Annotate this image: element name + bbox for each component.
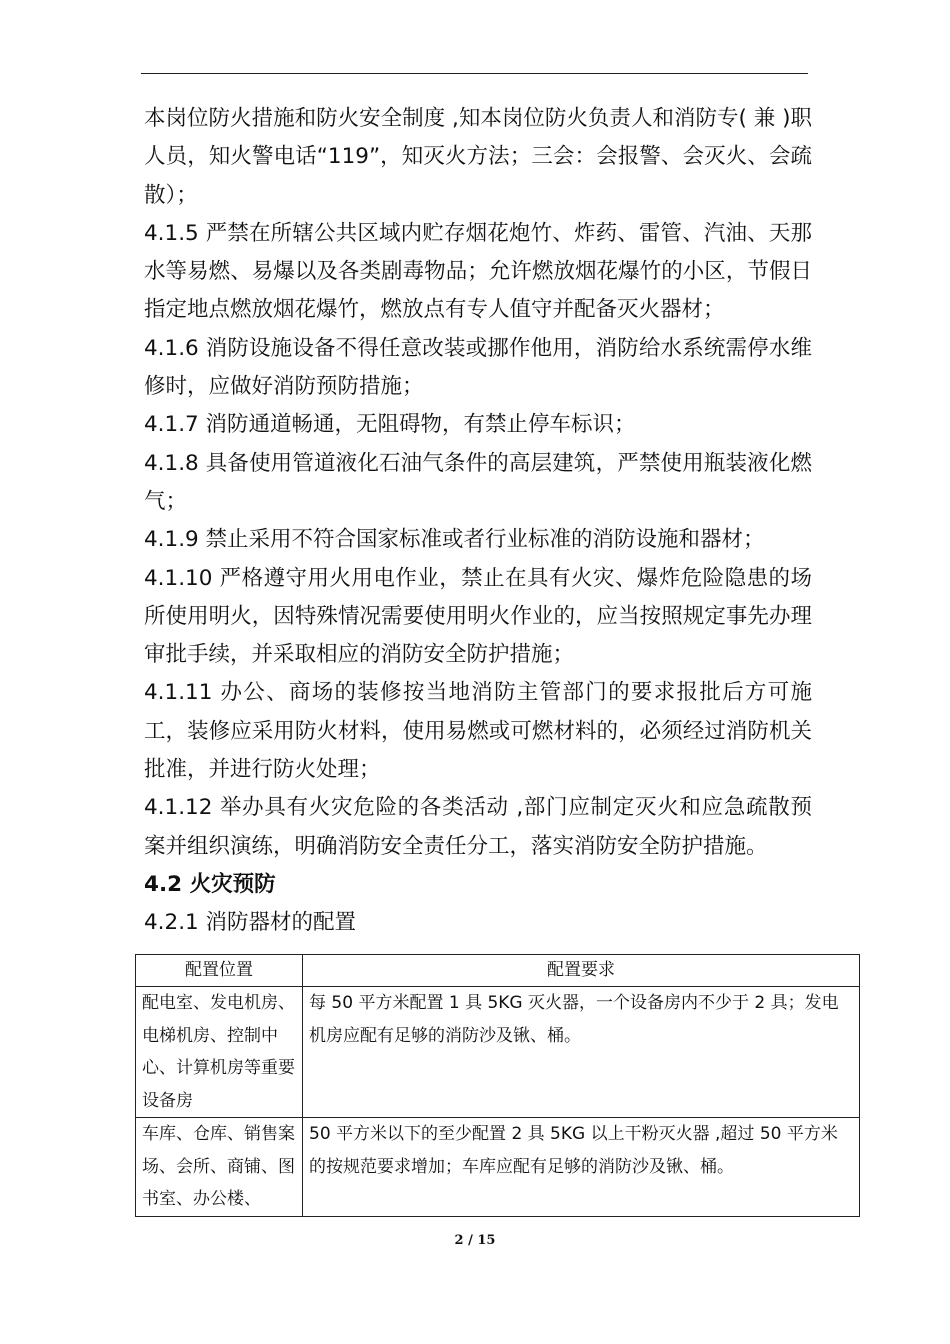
paragraph-continuation: 本岗位防火措施和防火安全制度 ,知本岗位防火负责人和消防专( 兼 )职人员，知火警电话“119”，知灭火方法；三会：会报警、会灭火、会疏散）； bbox=[144, 106, 812, 208]
clause-4-1-9: 4.1.9 禁止采用不符合国家标准或者行业标准的消防设施和器材； bbox=[144, 527, 765, 553]
clause-4-1-10: 4.1.10 严格遵守用火用电作业，禁止在具有火灾、爆炸危险隐患的场所使用明火，因特殊情况需要使用明火作业的，应当按照规定事先办理审批手续，并采取相应的消防安全防护措施； bbox=[144, 565, 812, 668]
subsection-title: 4.2.1 消防器材的配置 bbox=[144, 910, 357, 936]
section-heading: 4.2 火灾预防 bbox=[144, 871, 276, 897]
cell-location: 车库、仓库、销售案场、会所、商铺、图书室、办公楼、 bbox=[136, 1118, 303, 1217]
cell-requirement: 50 平方米以下的至少配置 2 具 5KG 以上干粉灭火器 ,超过 50 平方米的按规范要求增加；车库应配有足够的消防沙及锹、桶。 bbox=[303, 1118, 860, 1217]
page-number: 2 / 15 bbox=[454, 1233, 496, 1248]
document-body bbox=[144, 100, 812, 943]
table-row bbox=[136, 987, 860, 1118]
table-row bbox=[136, 1118, 860, 1217]
clause-4-1-5: 4.1.5 严禁在所辖公共区域内贮存烟花炮竹、炸药、雷管、汽油、天那水等易燃、易爆以及各类剧毒物品；允许燃放烟花爆竹的小区，节假日指定地点燃放烟花爆竹，燃放点有专人值守并配备灭火器材； bbox=[144, 220, 812, 323]
cell-location: 配电室、发电机房、电梯机房、控制中心、计算机房等重要设备房 bbox=[136, 987, 303, 1118]
clause-4-1-7: 4.1.7 消防通道畅通，无阻碍物，有禁止停车标识； bbox=[144, 412, 636, 438]
table-header-row bbox=[136, 955, 860, 987]
header-rule bbox=[141, 73, 808, 74]
clause-4-1-6: 4.1.6 消防设施设备不得任意改装或挪作他用，消防给水系统需停水维修时，应做好消防预防措施； bbox=[144, 335, 812, 400]
header-requirement: 配置要求 bbox=[303, 955, 860, 987]
clause-4-1-12: 4.1.12 举办具有火灾危险的各类活动 ,部门应制定灭火和应急疏散预案并组织演练，明确消防安全责任分工，落实消防安全防护措施。 bbox=[144, 795, 812, 859]
clause-4-1-8: 4.1.8 具备使用管道液化石油气条件的高层建筑，严禁使用瓶装液化燃气； bbox=[144, 450, 812, 514]
clause-4-1-11: 4.1.11 办公、商场的装修按当地消防主管部门的要求报批后方可施工，装修应采用防火材料，使用易燃或可燃材料的，必须经过消防机关批准，并进行防火处理； bbox=[144, 680, 812, 783]
header-location: 配置位置 bbox=[136, 955, 303, 987]
cell-requirement: 每 50 平方米配置 1 具 5KG 灭火器，一个设备房内不少于 2 具；发电机房应配有足够的消防沙及锹、桶。 bbox=[303, 987, 860, 1118]
equipment-config-table bbox=[135, 954, 860, 1217]
